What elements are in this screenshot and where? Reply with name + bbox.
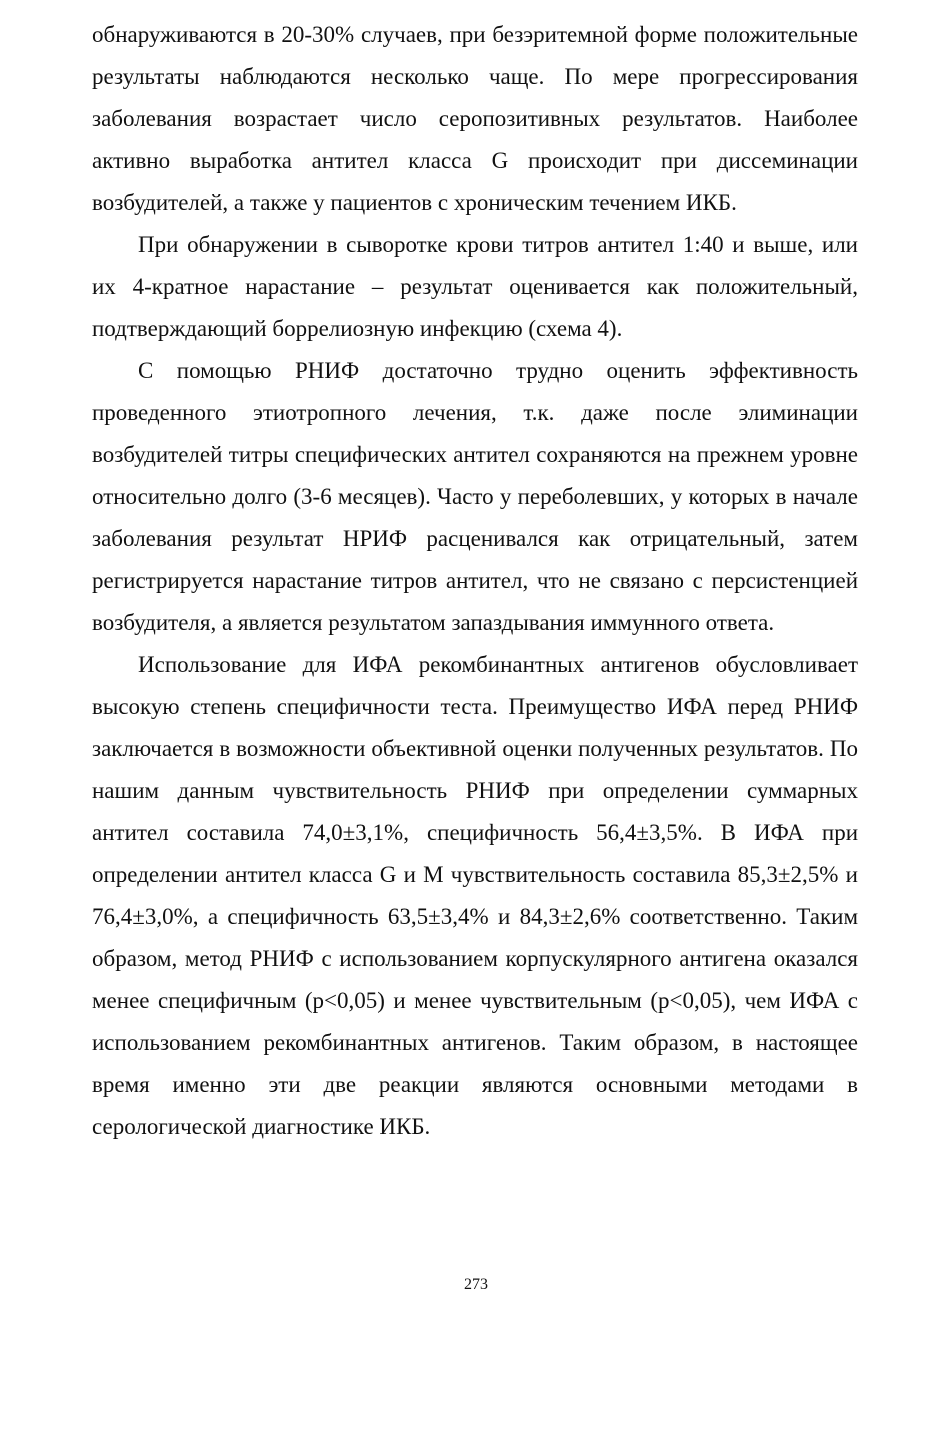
page-number: 273 [464,1276,488,1293]
paragraph-rnif-efficiency: С помощью РНИФ достаточно трудно оценить эффективность проведенного этиотропного лечения, т.к. даже после элиминации возбудителей титры специфических антител сохраняются на прежнем уровне относительно долго (3-6 месяцев). Часто у переболевших, у которых в начале заболевания результат НРИФ расценивался как отрицательный, затем регистрируется нарастание титров антител, что не связано с персистенцией возбудителя, а является результатом запаздывания иммунного ответа. [92,358,858,635]
paragraph-continuation: обнаруживаются в 20-30% случаев, при безэритемной форме положительные результаты наблюдаются несколько чаще. По мере прогрессирования заболевания возрастает число серопозитивных результатов. Наиболее активно выработка антител класса G происходит при диссеминации возбудителей, а также у пациентов с хроническим течением ИКБ. [92,22,858,215]
paragraph-ifa-comparison: Использование для ИФА рекомбинантных антигенов обусловливает высокую степень специфичности теста. Преимущество ИФА перед РНИФ заключается в возможности объективной оценки полученных результатов. По нашим данным чувствительность РНИФ при определении суммарных антител составила 74,0±3,1%, специфичность 56,4±3,5%. В ИФА при определении антител класса G и M чувствительность составила 85,3±2,5% и 76,4±3,0%, а специфичность 63,5±3,4% и 84,3±2,6% соответственно. Таким образом, метод РНИФ с использованием корпускулярного антигена оказался менее специфичным (р<0,05) и менее чувствительным (р<0,05), чем ИФА с использованием рекомбинантных антигенов. Таким образом, в настоящее время именно эти две реакции являются основными методами в серологической диагностике ИКБ. [92,652,858,1139]
paragraph-titers: При обнаружении в сыворотке крови титров антител 1:40 и выше, или их 4-кратное нарастание – результат оценивается как положительный, подтверждающий боррелиозную инфекцию (схема 4). [92,232,858,341]
body-text [92,14,858,1148]
